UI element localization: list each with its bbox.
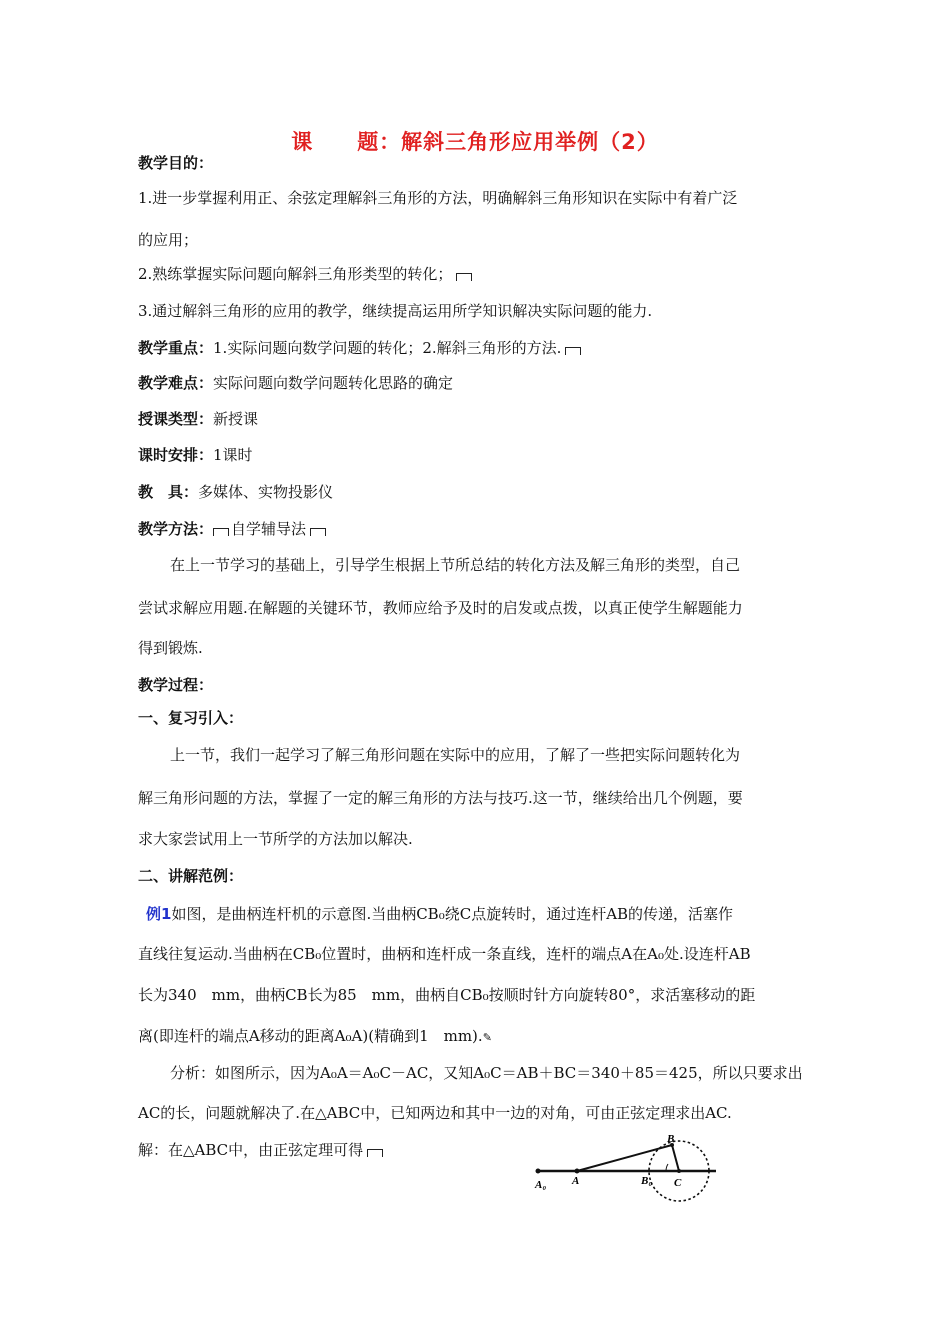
analysis-line-2: AC的长，问题就解决了.在△ABC中，已知两边和其中一边的对角，可由正弦定理求出AC. [138, 1104, 732, 1122]
schedule: 课时安排：1课时 [138, 446, 253, 464]
method: 教学方法： 自学辅导法 [138, 519, 326, 539]
objectives-heading: 教学目的： [138, 154, 214, 172]
title-prefix: 课 [291, 130, 314, 154]
label-c: C [674, 1177, 682, 1189]
example-label: 例1 [146, 905, 172, 923]
examples-heading: 二、讲解范例： [138, 867, 244, 885]
objective-1-line-2: 的应用； [138, 231, 199, 249]
example-1-line-4: 离(即连杆的端点A移动的距离A₀A)(精确到1 mm).✎ [138, 1027, 492, 1045]
objective-2: 2.熟练掌握实际问题向解斜三角形类型的转化； [138, 264, 472, 284]
label-a: A [572, 1175, 580, 1187]
lesson-type: 授课类型：新授课 [138, 410, 259, 428]
label-b: B [667, 1133, 675, 1145]
method-paragraph-line-1: 在上一节学习的基础上，引导学生根据上节所总结的转化方法及解三角形的类型，自己 [170, 556, 741, 574]
method-paragraph-line-2: 尝试求解应用题.在解题的关键环节，教师应给予及时的启发或点拨，以真正使学生解题能力 [138, 599, 743, 617]
example-1-line-3: 长为340 mm，曲柄CB长为85 mm，曲柄自CB₀按顺时针方向旋转80°，求活塞移动的距 [138, 986, 756, 1004]
review-line-2: 解三角形问题的方法，掌握了一定的解三角形的方法与技巧.这一节，继续给出几个例题，要 [138, 789, 743, 807]
title-main: 题：解斜三角形应用举例（2） [357, 130, 659, 154]
return-mark-icon [456, 273, 472, 281]
review-heading: 一、复习引入： [138, 709, 244, 727]
tools: 教 具：多媒体、实物投影仪 [138, 483, 334, 501]
method-paragraph-line-3: 得到锻炼. [138, 639, 203, 657]
analysis-line-1: 分析：如图所示，因为A₀A＝A₀C－AC，又知A₀C＝AB＋BC＝340＋85＝425，所以只要求出 [170, 1064, 803, 1082]
label-b0: B₀ [641, 1175, 653, 1187]
return-mark-icon [213, 528, 229, 536]
page-title [0, 126, 950, 156]
crank-diagram [530, 1132, 730, 1212]
objective-1-line-1: 1.进一步掌握利用正、余弦定理解斜三角形的方法，明确解斜三角形知识在实际中有着广泛 [138, 189, 738, 207]
pen-mark-icon: ✎ [482, 1031, 492, 1044]
return-mark-icon [310, 528, 326, 536]
objective-3: 3.通过解斜三角形的应用的教学，继续提高运用所学知识解决实际问题的能力. [138, 302, 653, 320]
example-1-line-1: 例1如图，是曲柄连杆机的示意图.当曲柄CB₀绕C点旋转时，通过连杆AB的传递，活塞作 [146, 905, 734, 923]
review-line-3: 求大家尝试用上一节所学的方法加以解决. [138, 830, 413, 848]
key-points: 教学重点：1.实际问题向数学问题的转化；2.解斜三角形的方法. [138, 338, 581, 358]
review-line-1: 上一节，我们一起学习了解三角形问题在实际中的应用，了解了一些把实际问题转化为 [170, 746, 741, 764]
difficulty: 教学难点：实际问题向数学问题转化思路的确定 [138, 374, 454, 392]
solution-line: 解：在△ABC中，由正弦定理可得 [138, 1140, 383, 1160]
return-mark-icon [565, 347, 581, 355]
point-a0 [536, 1169, 541, 1174]
example-1-line-2: 直线往复运动.当曲柄在CB₀位置时，曲柄和连杆成一条直线，连杆的端点A在A₀处.设连杆AB [138, 945, 751, 963]
label-a0: A₀ [535, 1179, 547, 1191]
return-mark-icon [367, 1149, 383, 1157]
crank-arm [672, 1145, 679, 1171]
connecting-rod [577, 1145, 672, 1171]
point-c [677, 1169, 681, 1173]
point-a [575, 1169, 580, 1174]
process-heading: 教学过程： [138, 676, 214, 694]
